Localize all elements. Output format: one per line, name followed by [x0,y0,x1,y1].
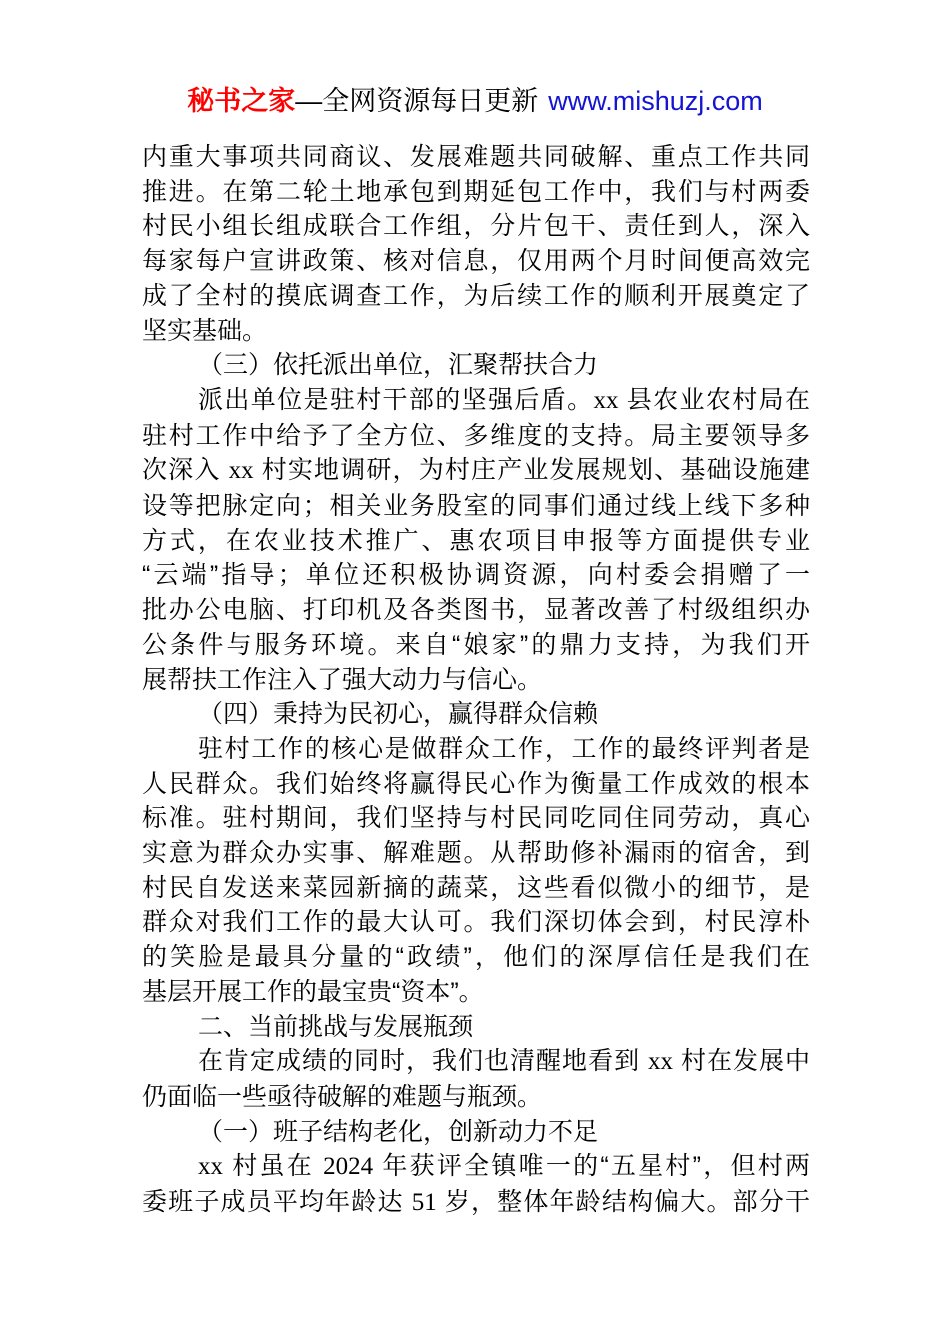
text-line: 委班子成员平均年龄达 51 岁，整体年龄结构偏大。部分干 [142,1188,810,1217]
text-line: 方式，在农业技术推广、惠农项目申报等方面提供专业 [142,526,810,555]
text-line: 驻村工作中给予了全方位、多维度的支持。局主要领导多 [142,421,810,450]
document-body [142,140,810,1221]
text-line: 设等把脉定向；相关业务股室的同事们通过线上线下多种 [142,492,810,521]
text-line: （三）依托派出单位，汇聚帮扶合力 [198,351,599,380]
text-line: 标准。驻村期间，我们坚持与村民同吃同住同劳动，真心 [142,804,810,833]
text-line: 村民小组长组成联合工作组，分片包干、责任到人，深入 [142,212,810,241]
brand-tagline: —全网资源每日更新 [295,86,539,116]
text-line: 人民群众。我们始终将赢得民心作为衡量工作成效的根本 [142,769,810,798]
latin-run: xx [648,1048,674,1076]
text-line: 村民自发送来菜园新摘的蔬菜，这些看似微小的细节，是 [142,873,810,902]
text-line: （四）秉持为民初心，赢得群众信赖 [198,700,599,729]
watermark-header [0,84,950,118]
site-url[interactable]: www.mishuzj.com [548,86,763,116]
text-line: （一）班子结构老化，创新动力不足 [198,1117,599,1146]
text-line: 群众对我们工作的最大认可。我们深切体会到，村民淳朴 [142,908,810,937]
latin-run: 2024 [323,1153,374,1181]
text-line: 批办公电脑、打印机及各类图书，显著改善了村级组织办 [142,596,810,625]
text-line: xx 村虽在 2024 年获评全镇唯一的“五星村”，但村两 [198,1152,810,1181]
latin-run: 51 [411,1189,437,1217]
latin-run: xx [228,457,254,485]
text-line: 展帮扶工作注入了强大动力与信心。 [142,665,543,694]
text-line: 实意为群众办实事、解难题。从帮助修补漏雨的宿舍，到 [142,839,810,868]
brand-name: 秘书之家 [187,86,296,116]
text-line: 次深入 xx 村实地调研，为村庄产业发展规划、基础设施建 [142,456,810,485]
text-line: 内重大事项共同商议、发展难题共同破解、重点工作共同 [142,143,810,171]
text-line: 成了全村的摸底调查工作，为后续工作的顺利开展奠定了 [142,281,810,310]
text-line: 驻村工作的核心是做群众工作，工作的最终评判者是 [198,734,810,763]
text-line: 在肯定成绩的同时，我们也清醒地看到 xx 村在发展中 [198,1047,810,1076]
text-line: 坚实基础。 [142,316,268,345]
text-line: 二、当前挑战与发展瓶颈 [198,1012,474,1041]
text-line: 基层开展工作的最宝贵“资本”。 [142,977,484,1006]
latin-run: xx [198,1153,223,1181]
text-line: 每家每户宣讲政策、核对信息，仅用两个月时间便高效完 [142,247,810,276]
latin-run: xx [593,386,619,414]
text-line: “云端”指导；单位还积极协调资源，向村委会捐赠了一 [142,561,810,590]
text-line: 公条件与服务环境。来自“娘家”的鼎力支持，为我们开 [142,630,810,659]
text-line: 的笑脸是最具分量的“政绩”，他们的深厚信任是我们在 [142,943,810,972]
text-line: 派出单位是驻村干部的坚强后盾。xx 县农业农村局在 [198,385,810,414]
text-line: 仍面临一些亟待破解的难题与瓶颈。 [142,1082,543,1111]
text-line: 推进。在第二轮土地承包到期延包工作中，我们与村两委 [142,177,810,206]
